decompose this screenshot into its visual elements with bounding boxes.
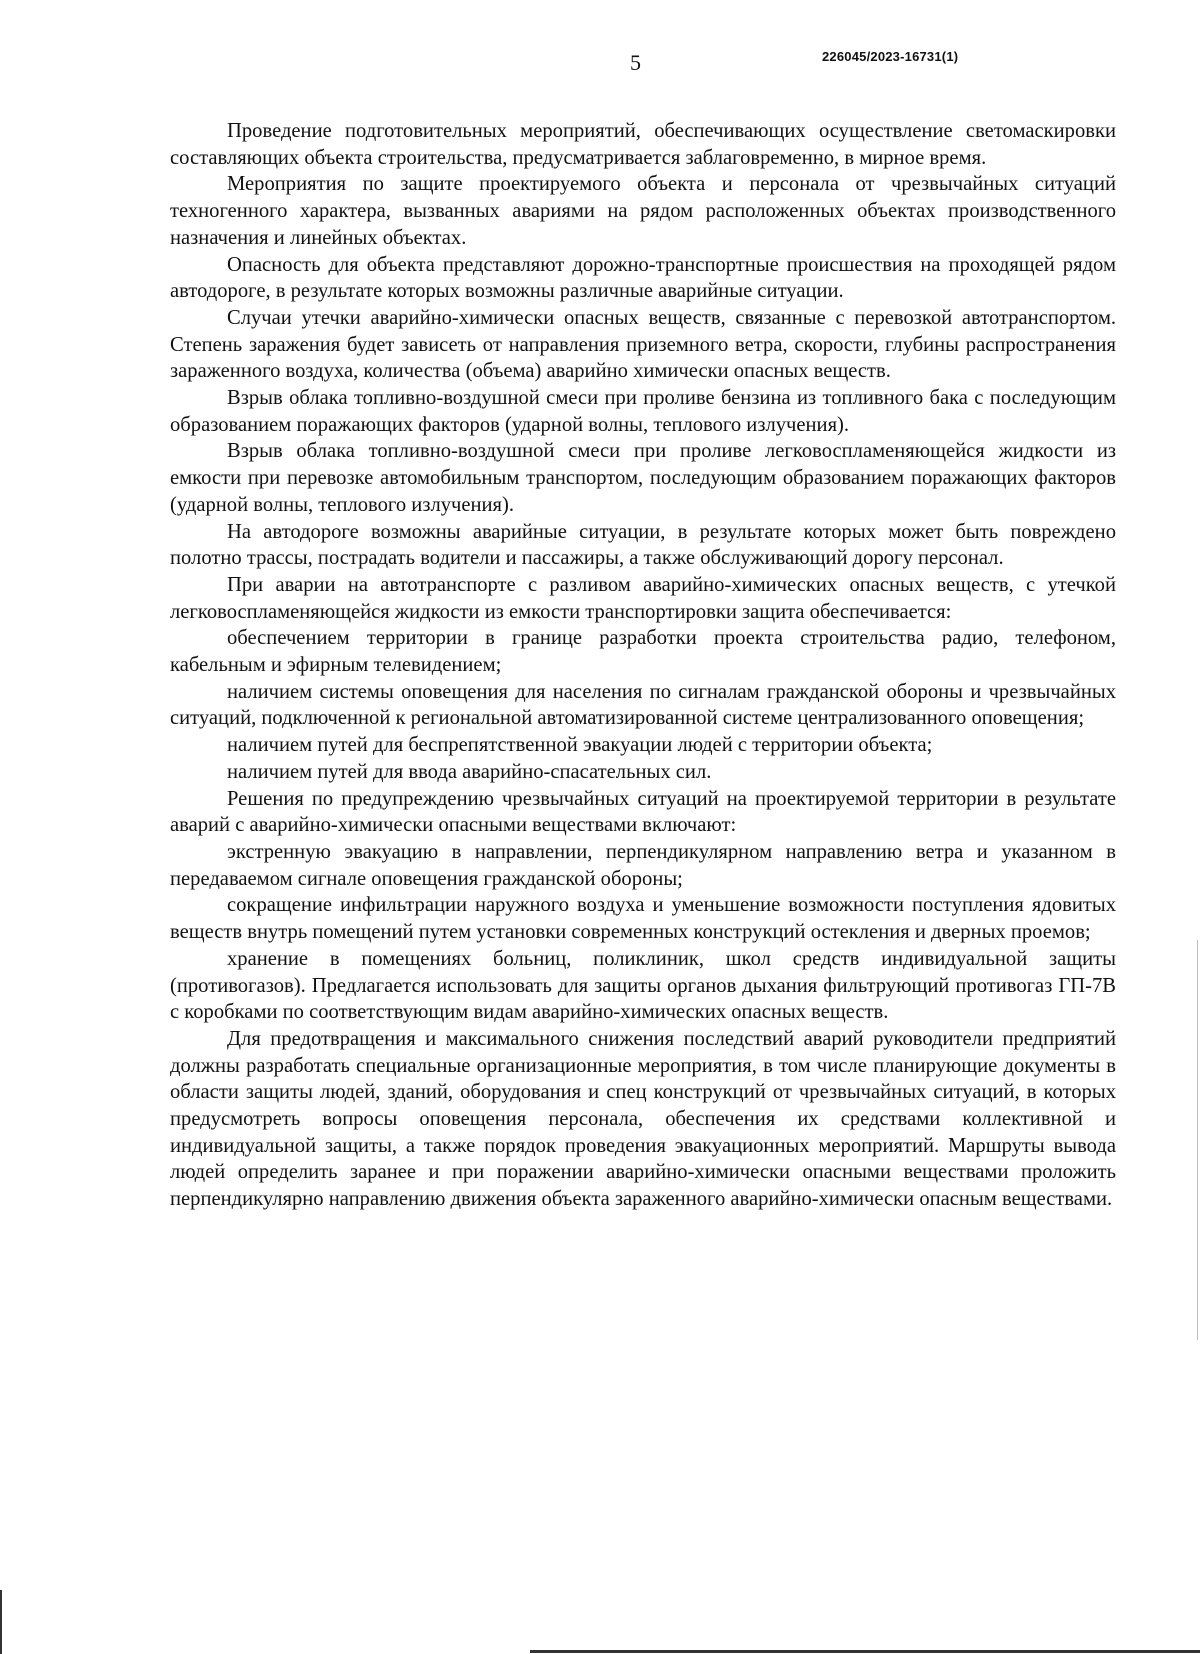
list-item-paragraph: наличием путей для беспрепятственной эвакуации людей с территории объекта; — [227, 734, 933, 757]
document-body — [170, 118, 1116, 1213]
list-item-paragraph: наличием системы оповещения для населения по сигналам гражданской обороны и чрезвычайных ситуаций, подключенной к региональной автоматизированной системе централизованного оповещения; — [170, 680, 1116, 730]
paragraph: Для предотвращения и максимального снижения последствий аварий руководители предприятий должны разработать специальные организационные мероприятия, в том числе планирующие документы в области защиты людей, зданий, оборудования и спец конструкций от чрезвычайных ситуаций, в которых предусмотреть вопросы оповещения персонала, обеспечения их средствами коллективной и индивидуальной защиты, а также порядок проведения эвакуационных мероприятий. Маршруты вывода людей определить заранее и при поражении аварийно-химически опасными веществами проложить перпендикулярно направлению движения объекта зараженного аварийно-химически опасным веществами. — [170, 1027, 1116, 1211]
page-number: 5 — [630, 50, 641, 75]
scan-edge-left — [0, 1590, 2, 1654]
list-item-paragraph: хранение в помещениях больниц, поликлиник, школ средств индивидуальной защиты (противогазов). Предлагается использовать для защиты органов дыхания фильтрующий противогаз ГП-7В с коробками по соответствующим видам аварийно-химических опасных веществ. — [170, 947, 1116, 1024]
list-item-paragraph: обеспечением территории в границе разработки проекта строительства радио, телефоном, кабельным и эфирным телевидением; — [170, 627, 1116, 677]
paragraph: Случаи утечки аварийно-химически опасных веществ, связанные с перевозкой автотранспортом. Степень заражения будет зависеть от направления приземного ветра, скорости, глубины распространения зараженного воздуха, количества (объема) аварийно химически опасных веществ. — [170, 306, 1116, 383]
list-item-paragraph: наличием путей для ввода аварийно-спасательных сил. — [227, 760, 712, 783]
paragraph: Взрыв облака топливно-воздушной смеси при проливе легковоспламеняющейся жидкости из емкости при перевозке автомобильным транспортом, последующим образованием поражающих факторов (ударной волны, теплового излучения). — [170, 440, 1116, 516]
paragraph: При аварии на автотранспорте с разливом аварийно-химических опасных веществ, с утечкой легковоспламеняющейся жидкости из емкости транспортировки защита обеспечивается: — [170, 573, 1116, 623]
paragraph: Опасность для объекта представляют дорожно-транспортные происшествия на проходящей рядом автодороге, в результате которых возможны различные аварийные ситуации. — [170, 253, 1116, 303]
paragraph: Проведение подготовительных мероприятий, обеспечивающих осуществление светомаскировки составляющих объекта строительства, предусматривается заблаговременно, в мирное время. — [170, 120, 1116, 169]
paragraph: Решения по предупреждению чрезвычайных ситуаций на проектируемой территории в результате аварий с аварийно-химически опасными веществами включают: — [170, 787, 1116, 837]
paragraph: Взрыв облака топливно-воздушной смеси при проливе бензина из топливного бака с последующим образованием поражающих факторов (ударной волны, теплового излучения). — [170, 387, 1116, 436]
paragraph: На автодороге возможны аварийные ситуации, в результате которых может быть повреждено полотно трассы, пострадать водители и пассажиры, а также обслуживающий дорогу персонал. — [170, 520, 1116, 570]
scan-edge-bottom — [530, 1650, 1200, 1653]
scan-edge-right — [1197, 940, 1198, 1340]
list-item-paragraph: экстренную эвакуацию в направлении, перпендикулярном направлению ветра и указанном в передаваемом сигнале оповещения гражданской обороны; — [170, 840, 1116, 890]
paragraph: Мероприятия по защите проектируемого объекта и персонала от чрезвычайных ситуаций техногенного характера, вызванных авариями на рядом расположенных объектах производственного назначения и линейных объектах. — [170, 173, 1116, 249]
document-id: 226045/2023-16731(1) — [822, 49, 959, 64]
list-item-paragraph: сокращение инфильтрации наружного воздуха и уменьшение возможности поступления ядовитых веществ внутрь помещений путем установки современных конструкций остекления и дверных проемов; — [170, 894, 1116, 944]
